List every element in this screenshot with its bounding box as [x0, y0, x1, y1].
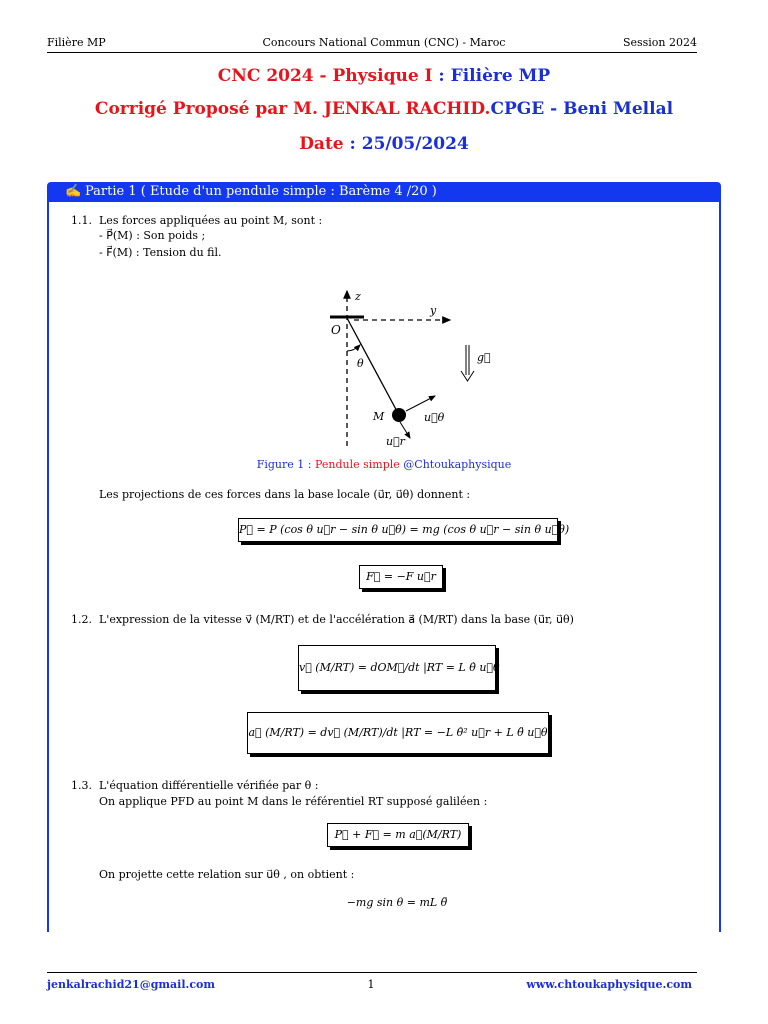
q13-number: 1.3.: [71, 779, 92, 792]
theta-arc: [347, 345, 360, 351]
title-line-2: [0, 99, 768, 119]
title-date: : 25/05/2024: [343, 134, 469, 154]
title-school: CPGE - Beni Mellal: [490, 99, 674, 119]
caption-credit: @Chtoukaphysique: [399, 458, 512, 471]
footer-page-number: 1: [367, 978, 375, 991]
title-date-label: Date: [299, 134, 344, 154]
label-M: M: [373, 410, 385, 423]
pen-icon: ✍: [65, 184, 82, 199]
q11-intro: Les forces appliquées au point M, sont :: [99, 214, 323, 227]
mass-M: [392, 408, 406, 422]
equation-velocity: v⃗ (M/RT) = dOM⃗/dt |RT = L θ̇ u⃗θ: [298, 645, 496, 691]
title-line-3: [0, 134, 768, 154]
q13-text-1: L'équation différentielle vérifiée par θ :: [99, 779, 319, 792]
section-border-left: [47, 202, 49, 932]
caption-title: Pendule simple: [314, 458, 400, 471]
q11-number: 1.1.: [71, 214, 92, 227]
equation-weight: P⃗ = P (cos θ u⃗r − sin θ u⃗θ) = mg (cos θ u⃗r − sin θ u⃗θ): [238, 518, 558, 542]
equation-final: −mg sin θ = mL θ̈: [346, 896, 448, 909]
q11-item-tension: - F⃗(M) : Tension du fil.: [99, 246, 222, 259]
g-arrow-head: [461, 371, 474, 381]
equation-pfd: P⃗ + F⃗ = m a⃗(M/RT): [327, 823, 469, 847]
figure-caption: [0, 458, 768, 471]
label-O: O: [331, 323, 341, 337]
section-border-right: [719, 202, 721, 932]
label-y: y: [430, 304, 437, 317]
header-right: Session 2024: [622, 36, 697, 49]
title-track: : Filière MP: [432, 66, 551, 86]
pendulum-figure: [320, 283, 500, 453]
caption-prefix: Figure 1 :: [256, 458, 315, 471]
header-left: Filière MP: [47, 36, 106, 49]
label-u-theta: u⃗θ: [424, 411, 445, 424]
q12-text: L'expression de la vitesse v⃗ (M/RT) et de l'accélération a⃗ (M/RT) dans la base (u⃗r, u⃗θ): [99, 613, 574, 626]
footer-rule: [47, 972, 697, 973]
q11-item-weight: - P⃗(M) : Son poids ;: [99, 229, 206, 242]
header-rule: [47, 52, 697, 53]
q12-number: 1.2.: [71, 613, 92, 626]
footer-website[interactable]: www.chtoukaphysique.com: [526, 978, 692, 991]
title-author: Corrigé Proposé par M. JENKAL RACHID.: [94, 99, 491, 119]
projections-text: Les projections de ces forces dans la base locale (u⃗r, u⃗θ) donnent :: [99, 488, 471, 501]
title-line-1: [0, 66, 768, 86]
footer-email[interactable]: jenkalrachid21@gmail.com: [47, 978, 216, 991]
u-theta-arrow: [406, 396, 435, 411]
equation-tension: F⃗ = −F u⃗r: [359, 565, 443, 589]
label-theta: θ: [357, 357, 364, 370]
section-title: Partie 1 ( Etude d'un pendule simple : Barème 4 /20 ): [85, 184, 437, 199]
section-header: [47, 182, 721, 202]
projection-text: On projette cette relation sur u⃗θ , on obtient :: [99, 868, 355, 881]
label-g: g⃗: [477, 351, 491, 364]
q13-text-2: On applique PFD au point M dans le référentiel RT supposé galiléen :: [99, 795, 488, 808]
label-z: z: [355, 290, 361, 303]
label-u-r: u⃗r: [386, 435, 405, 448]
string: [347, 318, 399, 415]
equation-acceleration: a⃗ (M/RT) = dv⃗ (M/RT)/dt |RT = −L θ̇² u⃗r + L θ̈ u⃗θ: [247, 712, 549, 754]
header-center: Concours National Commun (CNC) - Maroc: [262, 36, 506, 49]
title-exam: CNC 2024 - Physique I: [217, 66, 433, 86]
